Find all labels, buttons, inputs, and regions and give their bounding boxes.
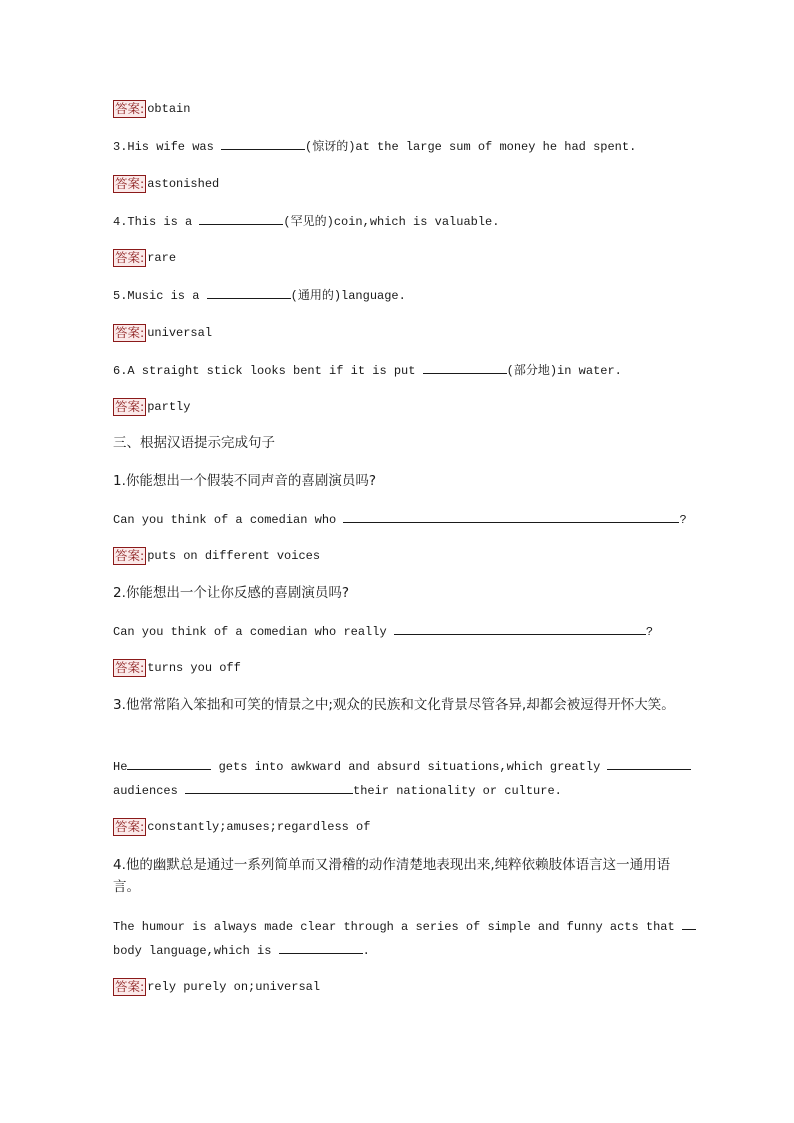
answer-blank [423,361,507,374]
question-3: 3.His wife was (惊讶的)at the large sum of money he had spent. [113,137,636,156]
answer-text: puts on different voices [147,549,321,563]
sentence-3-en-line1: He gets into awkward and absurd situations,which greatly [113,757,691,776]
sentence-1-en: Can you think of a comedian who ? [113,510,687,529]
sentence-1-cn: 1.你能想出一个假装不同声音的喜剧演员吗? [113,473,377,489]
answer-blank [199,212,283,225]
sentence-3-cn: 3.他常常陷入笨拙和可笑的情景之中;观众的民族和文化背景尽管各异,却都会被逗得开怀大笑。 [113,697,675,713]
answer-blank [185,781,353,794]
answer-text: constantly;amuses;regardless of [147,820,371,834]
answer-blank [127,757,211,770]
answer-text: turns you off [147,661,241,675]
answer-text: partly [147,400,191,414]
answer-text: astonished [147,177,220,191]
question-6: 6.A straight stick looks bent if it is put (部分地)in water. [113,361,622,380]
answer-row [113,818,370,836]
question-4: 4.This is a (罕见的)coin,which is valuable. [113,212,499,231]
answer-blank [207,286,291,299]
answer-row [113,547,320,565]
sentence-3-en-line2: audiences their nationality or culture. [113,781,562,800]
answer-blank [221,137,305,150]
sentence-4-en-line2: body language,which is . [113,941,370,960]
sentence-2-en: Can you think of a comedian who really ? [113,622,653,641]
answer-text: obtain [147,102,191,116]
answer-row [113,249,176,267]
answer-row [113,398,190,416]
answer-blank [607,757,691,770]
answer-label: 答案: [115,176,145,191]
sentence-4-en-line1: The humour is always made clear through a series of simple and funny acts that [113,917,696,936]
answer-row [113,659,241,677]
answer-row [113,175,219,193]
answer-text: universal [147,326,213,340]
section-title: 三、根据汉语提示完成句子 [113,435,275,451]
answer-label: 答案: [115,399,145,414]
answer-text: rely purely on;universal [147,980,321,994]
answer-label: 答案: [115,101,145,116]
answer-text: rare [147,251,177,265]
answer-blank [394,622,646,635]
answer-label: 答案: [115,979,145,994]
answer-blank [682,917,696,930]
sentence-2-cn: 2.你能想出一个让你反感的喜剧演员吗? [113,585,350,601]
answer-label: 答案: [115,548,145,563]
answer-blank [279,941,363,954]
answer-row [113,978,320,996]
answer-row [113,324,212,342]
answer-label: 答案: [115,660,145,675]
answer-row [113,100,190,118]
answer-label: 答案: [115,325,145,340]
answer-blank [343,510,679,523]
answer-label: 答案: [115,250,145,265]
sentence-4-cn: 4.他的幽默总是通过一系列简单而又滑稽的动作清楚地表现出来,纯粹依赖肢体语言这一通用语言。 [113,857,671,895]
question-5: 5.Music is a (通用的)language. [113,286,406,305]
answer-label: 答案: [115,819,145,834]
